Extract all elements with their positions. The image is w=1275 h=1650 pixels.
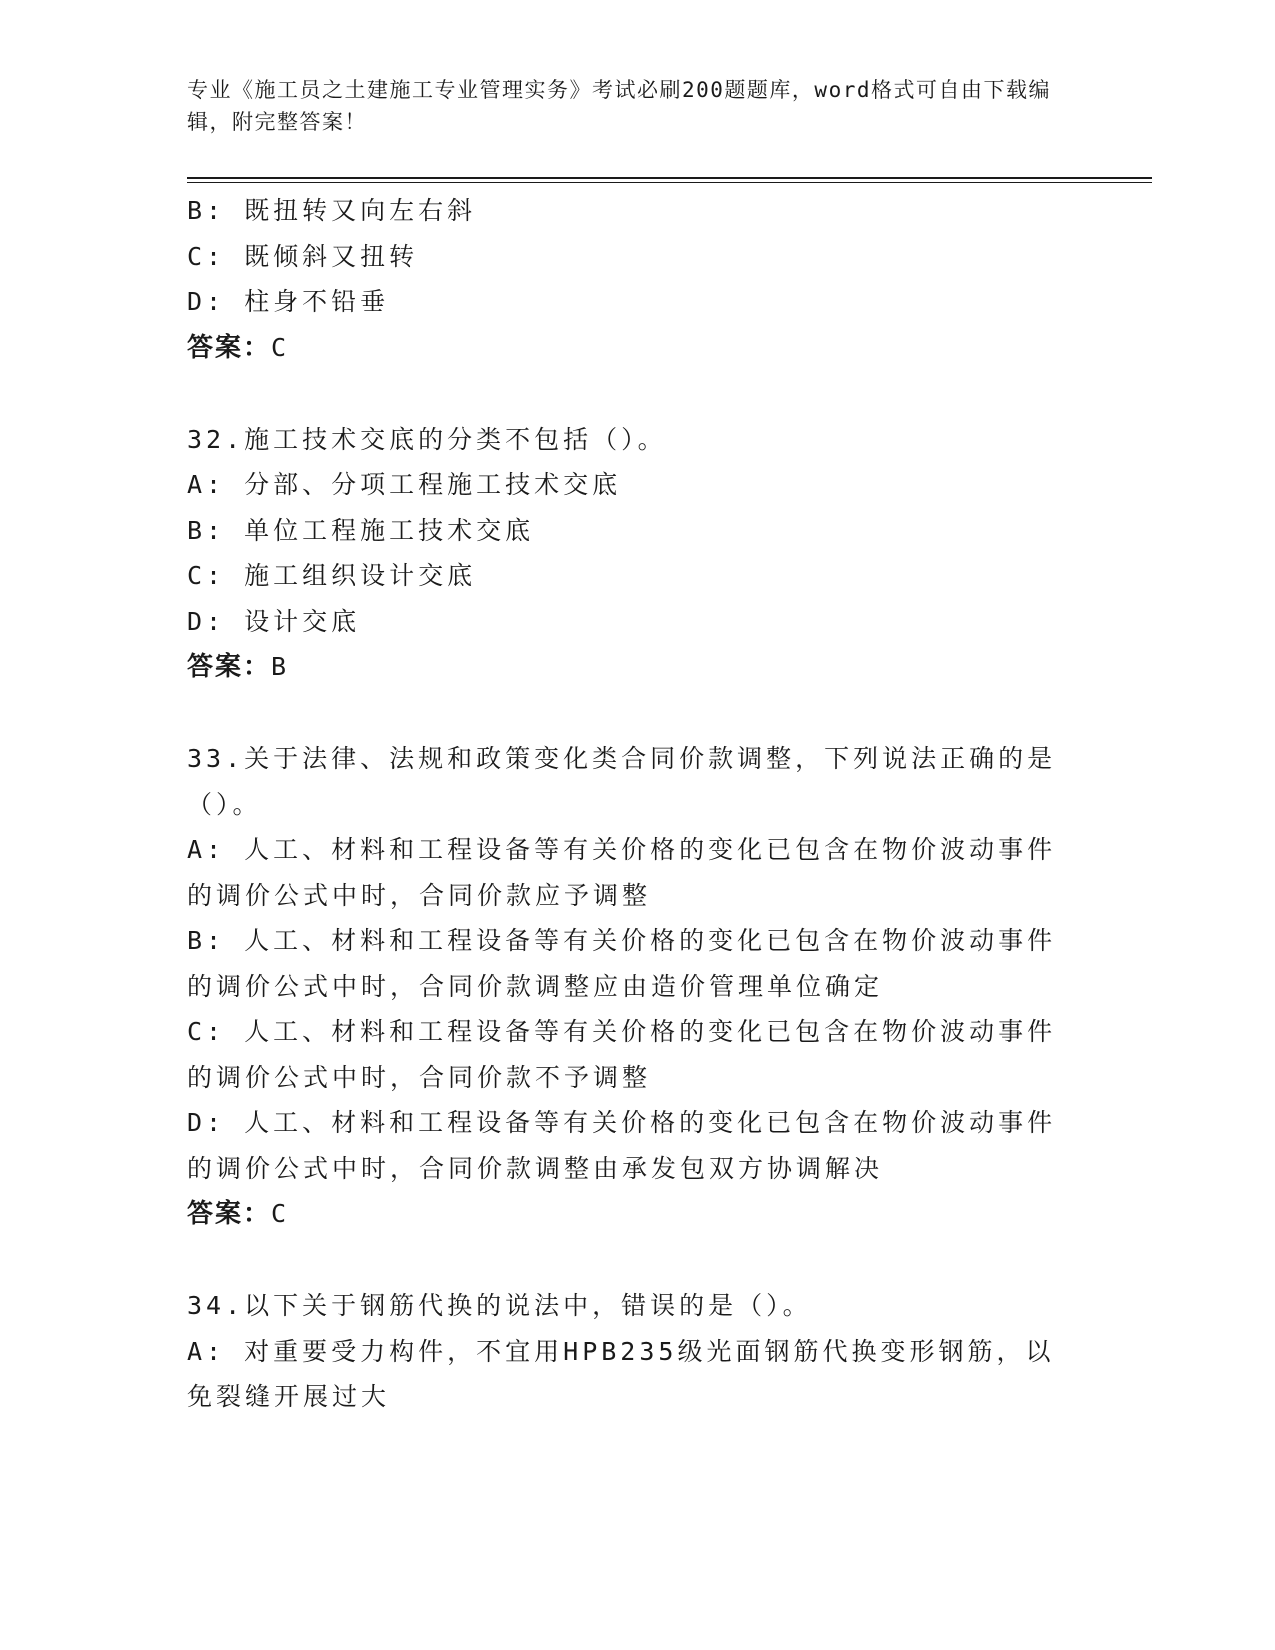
header-text: 专业《施工员之土建施工专业管理实务》考试必刷200题题库，word格式可自由下载编辑，附完整答案！ [187, 78, 1051, 134]
question-content [187, 188, 1067, 1420]
q32-answer-value: B [271, 652, 289, 681]
q33-question: 33.关于法律、法规和政策变化类合同价款调整，下列说法正确的是（）。 [187, 744, 1057, 819]
q31-answer-label: 答案： [187, 332, 272, 363]
q33-answer-value: C [271, 1199, 289, 1228]
document-header [187, 74, 1067, 138]
q32-option-d: D: 设计交底 [187, 606, 361, 636]
spacer [187, 371, 1067, 417]
q31-option-b: B: 既扭转又向左右斜 [187, 196, 477, 225]
header-divider-thick [187, 177, 1152, 179]
question-32 [187, 417, 1067, 691]
spacer [187, 691, 1067, 737]
q31-option-d: D: 柱身不铅垂 [187, 287, 390, 316]
question-33 [187, 736, 1067, 1238]
q32-option-a: A: 分部、分项工程施工技术交底 [187, 470, 622, 499]
q32-option-c: C: 施工组织设计交底 [187, 561, 477, 590]
q31-answer [187, 325, 1067, 372]
q33-option-b: B: 人工、材料和工程设备等有关价格的变化已包含在物价波动事件的调价公式中时，合同价款调整应由造价管理单位确定 [187, 926, 1057, 1001]
q33-option-d: D: 人工、材料和工程设备等有关价格的变化已包含在物价波动事件的调价公式中时，合同价款调整由承发包双方协调解决 [187, 1108, 1057, 1183]
q32-option-b: B: 单位工程施工技术交底 [187, 515, 535, 545]
q33-answer-label: 答案： [187, 1199, 272, 1229]
spacer [187, 1238, 1067, 1284]
question-31-tail [187, 188, 1067, 371]
q32-question: 32.施工技术交底的分类不包括（）。 [187, 424, 667, 454]
q33-option-c: C: 人工、材料和工程设备等有关价格的变化已包含在物价波动事件的调价公式中时，合同价款不予调整 [187, 1017, 1057, 1092]
header-divider-thin [187, 182, 1152, 183]
q32-answer-label: 答案： [187, 652, 272, 682]
q34-question: 34.以下关于钢筋代换的说法中，错误的是（）。 [187, 1291, 812, 1320]
q34-option-a: A: 对重要受力构件，不宜用HPB235级光面钢筋代换变形钢筋，以免裂缝开展过大 [187, 1336, 1055, 1411]
question-34 [187, 1283, 1067, 1420]
q33-answer [187, 1191, 1067, 1238]
q33-option-a: A: 人工、材料和工程设备等有关价格的变化已包含在物价波动事件的调价公式中时，合同价款应予调整 [187, 835, 1057, 910]
q32-answer [187, 644, 1067, 691]
q31-answer-value: C [271, 332, 289, 362]
q31-option-c: C: 既倾斜又扭转 [187, 241, 419, 271]
